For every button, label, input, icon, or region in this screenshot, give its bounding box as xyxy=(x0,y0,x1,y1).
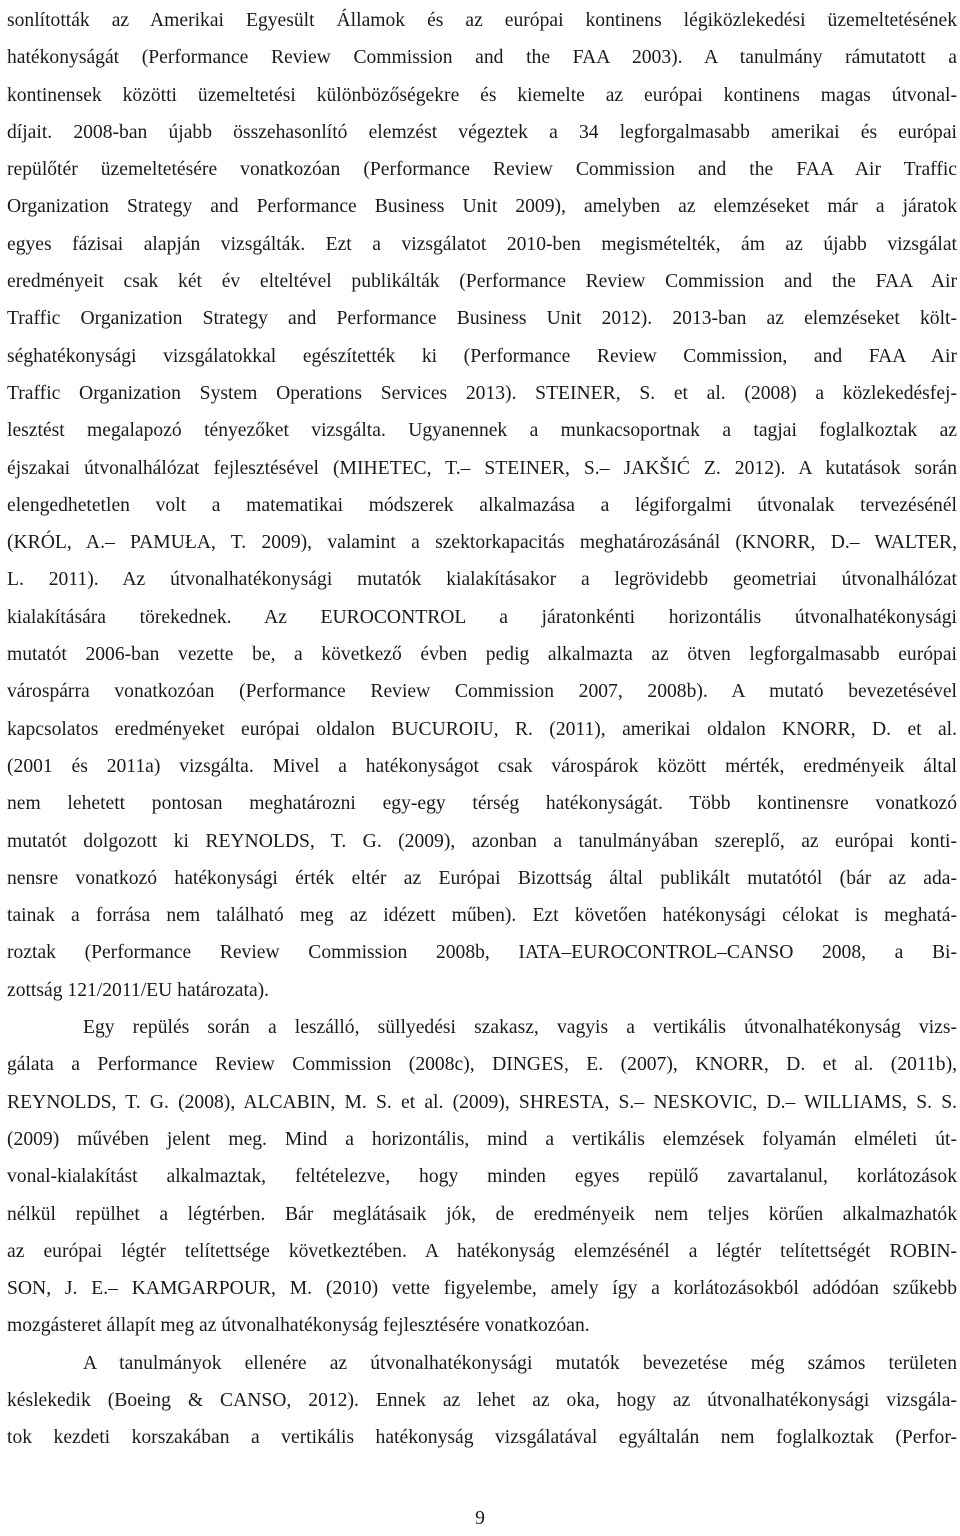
text-line: az európai légtér telítettsége következtében. A hatékonyság elemzésénél a légtér telítettségét ROBIN- xyxy=(7,1240,957,1262)
document-page xyxy=(7,0,957,1457)
text-line: nensre vonatkozó hatékonysági érték eltér az Európai Bizottság által publikált mutatótól (bár az ada- xyxy=(7,867,957,889)
text-line: Traffic Organization Strategy and Performance Business Unit 2012). 2013-ban az elemzéseket költ- xyxy=(7,308,957,330)
text-line: tainak a forrása nem található meg az idézett műben). Ezt követően hatékonysági célokat is meghatá- xyxy=(7,905,957,927)
text-line: elengedhetetlen volt a matematikai módszerek alkalmazása a légiforgalmi útvonalak tervezésénél xyxy=(7,494,957,516)
text-line: gálata a Performance Review Commission (2008c), DINGES, E. (2007), KNORR, D. et al. (2011b), xyxy=(7,1054,957,1076)
text-line: (KRÓL, A.– PAMUŁA, T. 2009), valamint a szektorkapacitás meghatározásánál (KNORR, D.– WALTER, xyxy=(7,532,957,554)
text-line: késlekedik (Boeing & CANSO, 2012). Ennek az lehet az oka, hogy az útvonalhatékonysági vizsgála- xyxy=(7,1389,957,1411)
text-line: kialakítására törekednek. Az EUROCONTROL a járatonkénti horizontális útvonalhatékonysági xyxy=(7,606,957,628)
text-line: zottság 121/2011/EU határozata). xyxy=(7,979,270,1001)
text-line: kapcsolatos eredményeket európai oldalon BUCUROIU, R. (2011), amerikai oldalon KNORR, D. et al. xyxy=(7,718,957,740)
text-line: A tanulmányok ellenére az útvonalhatékonysági mutatók bevezetése még számos területen xyxy=(83,1352,957,1374)
paragraph xyxy=(7,1009,957,1345)
text-line: SON, J. E.– KAMGARPOUR, M. (2010) vette figyelembe, amely így a korlátozásokból adódóan szűkebb xyxy=(7,1278,957,1300)
text-line: (2009) művében jelent meg. Mind a horizontális, mind a vertikális elemzések folyamán elméleti út- xyxy=(7,1128,957,1150)
paragraph xyxy=(7,1345,957,1457)
text-line: Traffic Organization System Operations Services 2013). STEINER, S. et al. (2008) a közlekedésfej- xyxy=(7,382,957,404)
page-number: 9 xyxy=(475,1508,485,1529)
text-line: L. 2011). Az útvonalhatékonysági mutatók kialakításakor a legrövidebb geometriai útvonalhálózat xyxy=(7,569,957,591)
text-line: várospárra vonatkozóan (Performance Review Commission 2007, 2008b). A mutató bevezetésével xyxy=(7,681,957,703)
text-line: lesztést megalapozó tényezőket vizsgálta. Ugyanennek a munkacsoportnak a tagjai foglalkoztak az xyxy=(7,420,957,442)
text-line: roztak (Performance Review Commission 2008b, IATA–EUROCONTROL–CANSO 2008, a Bi- xyxy=(7,942,957,964)
text-line: mozgásteret állapít meg az útvonalhatékonyság fejlesztésére vonatkozóan. xyxy=(7,1315,590,1337)
text-line: vonal-kialakítást alkalmaztak, feltételezve, hogy minden egyes repülő zavartalanul, korlátozások xyxy=(7,1166,957,1188)
text-line: egyes fázisai alapján vizsgálták. Ezt a vizsgálatot 2010-ben megismételték, ám az újabb vizsgálat xyxy=(7,233,957,255)
text-line: repülőtér üzemeltetésére vonatkozóan (Performance Review Commission and the FAA Air Traffic xyxy=(7,159,957,181)
text-line: REYNOLDS, T. G. (2008), ALCABIN, M. S. et al. (2009), SHRESTA, S.– NESKOVIC, D.– WILLIAMS, S. S. xyxy=(7,1091,957,1113)
text-line: Egy repülés során a leszálló, süllyedési szakasz, vagyis a vertikális útvonalhatékonyság vizs- xyxy=(83,1017,957,1039)
paragraph xyxy=(7,2,957,1009)
text-line: kontinensek közötti üzemeltetési különbözőségekre és kiemelte az európai kontinens magas útvonal- xyxy=(7,84,957,106)
text-line: (2001 és 2011a) vizsgálta. Mivel a hatékonyságot csak várospárok között mérték, eredményeik által xyxy=(7,755,957,777)
text-line: díjait. 2008-ban újabb összehasonlító elemzést végeztek a 34 legforgalmasabb amerikai és európai xyxy=(7,121,957,143)
text-line: séghatékonysági vizsgálatokkal egészítették ki (Performance Review Commission, and FAA Air xyxy=(7,345,957,367)
text-line: eredményeit csak két év elteltével publikálták (Performance Review Commission and the FAA Air xyxy=(7,271,957,293)
text-line: mutatót 2006-ban vezette be, a következő évben pedig alkalmazta az ötven legforgalmasabb európai xyxy=(7,644,957,666)
text-line: mutatót dolgozott ki REYNOLDS, T. G. (2009), azonban a tanulmányában szereplő, az európai konti- xyxy=(7,830,957,852)
text-line: nem lehetett pontosan meghatározni egy-egy térség hatékonyságát. Több kontinensre vonatkozó xyxy=(7,793,957,815)
text-line: nélkül repülhet a légtérben. Bár meglátásaik jók, de eredményeik nem teljes körűen alkalmazhatók xyxy=(7,1203,957,1225)
text-line: sonlították az Amerikai Egyesült Államok és az európai kontinens légiközlekedési üzemeltetésének xyxy=(7,10,957,31)
text-line: Organization Strategy and Performance Business Unit 2009), amelyben az elemzéseket már a járatok xyxy=(7,196,957,218)
text-line: tok kezdeti korszakában a vertikális hatékonyság vizsgálatával egyáltalán nem foglalkoztak (Perfor- xyxy=(7,1427,957,1449)
text-line: éjszakai útvonalhálózat fejlesztésével (MIHETEC, T.– STEINER, S.– JAKŠIĆ Z. 2012). A kutatások során xyxy=(7,457,957,479)
text-line: hatékonyságát (Performance Review Commission and the FAA 2003). A tanulmány rámutatott a xyxy=(7,47,957,69)
